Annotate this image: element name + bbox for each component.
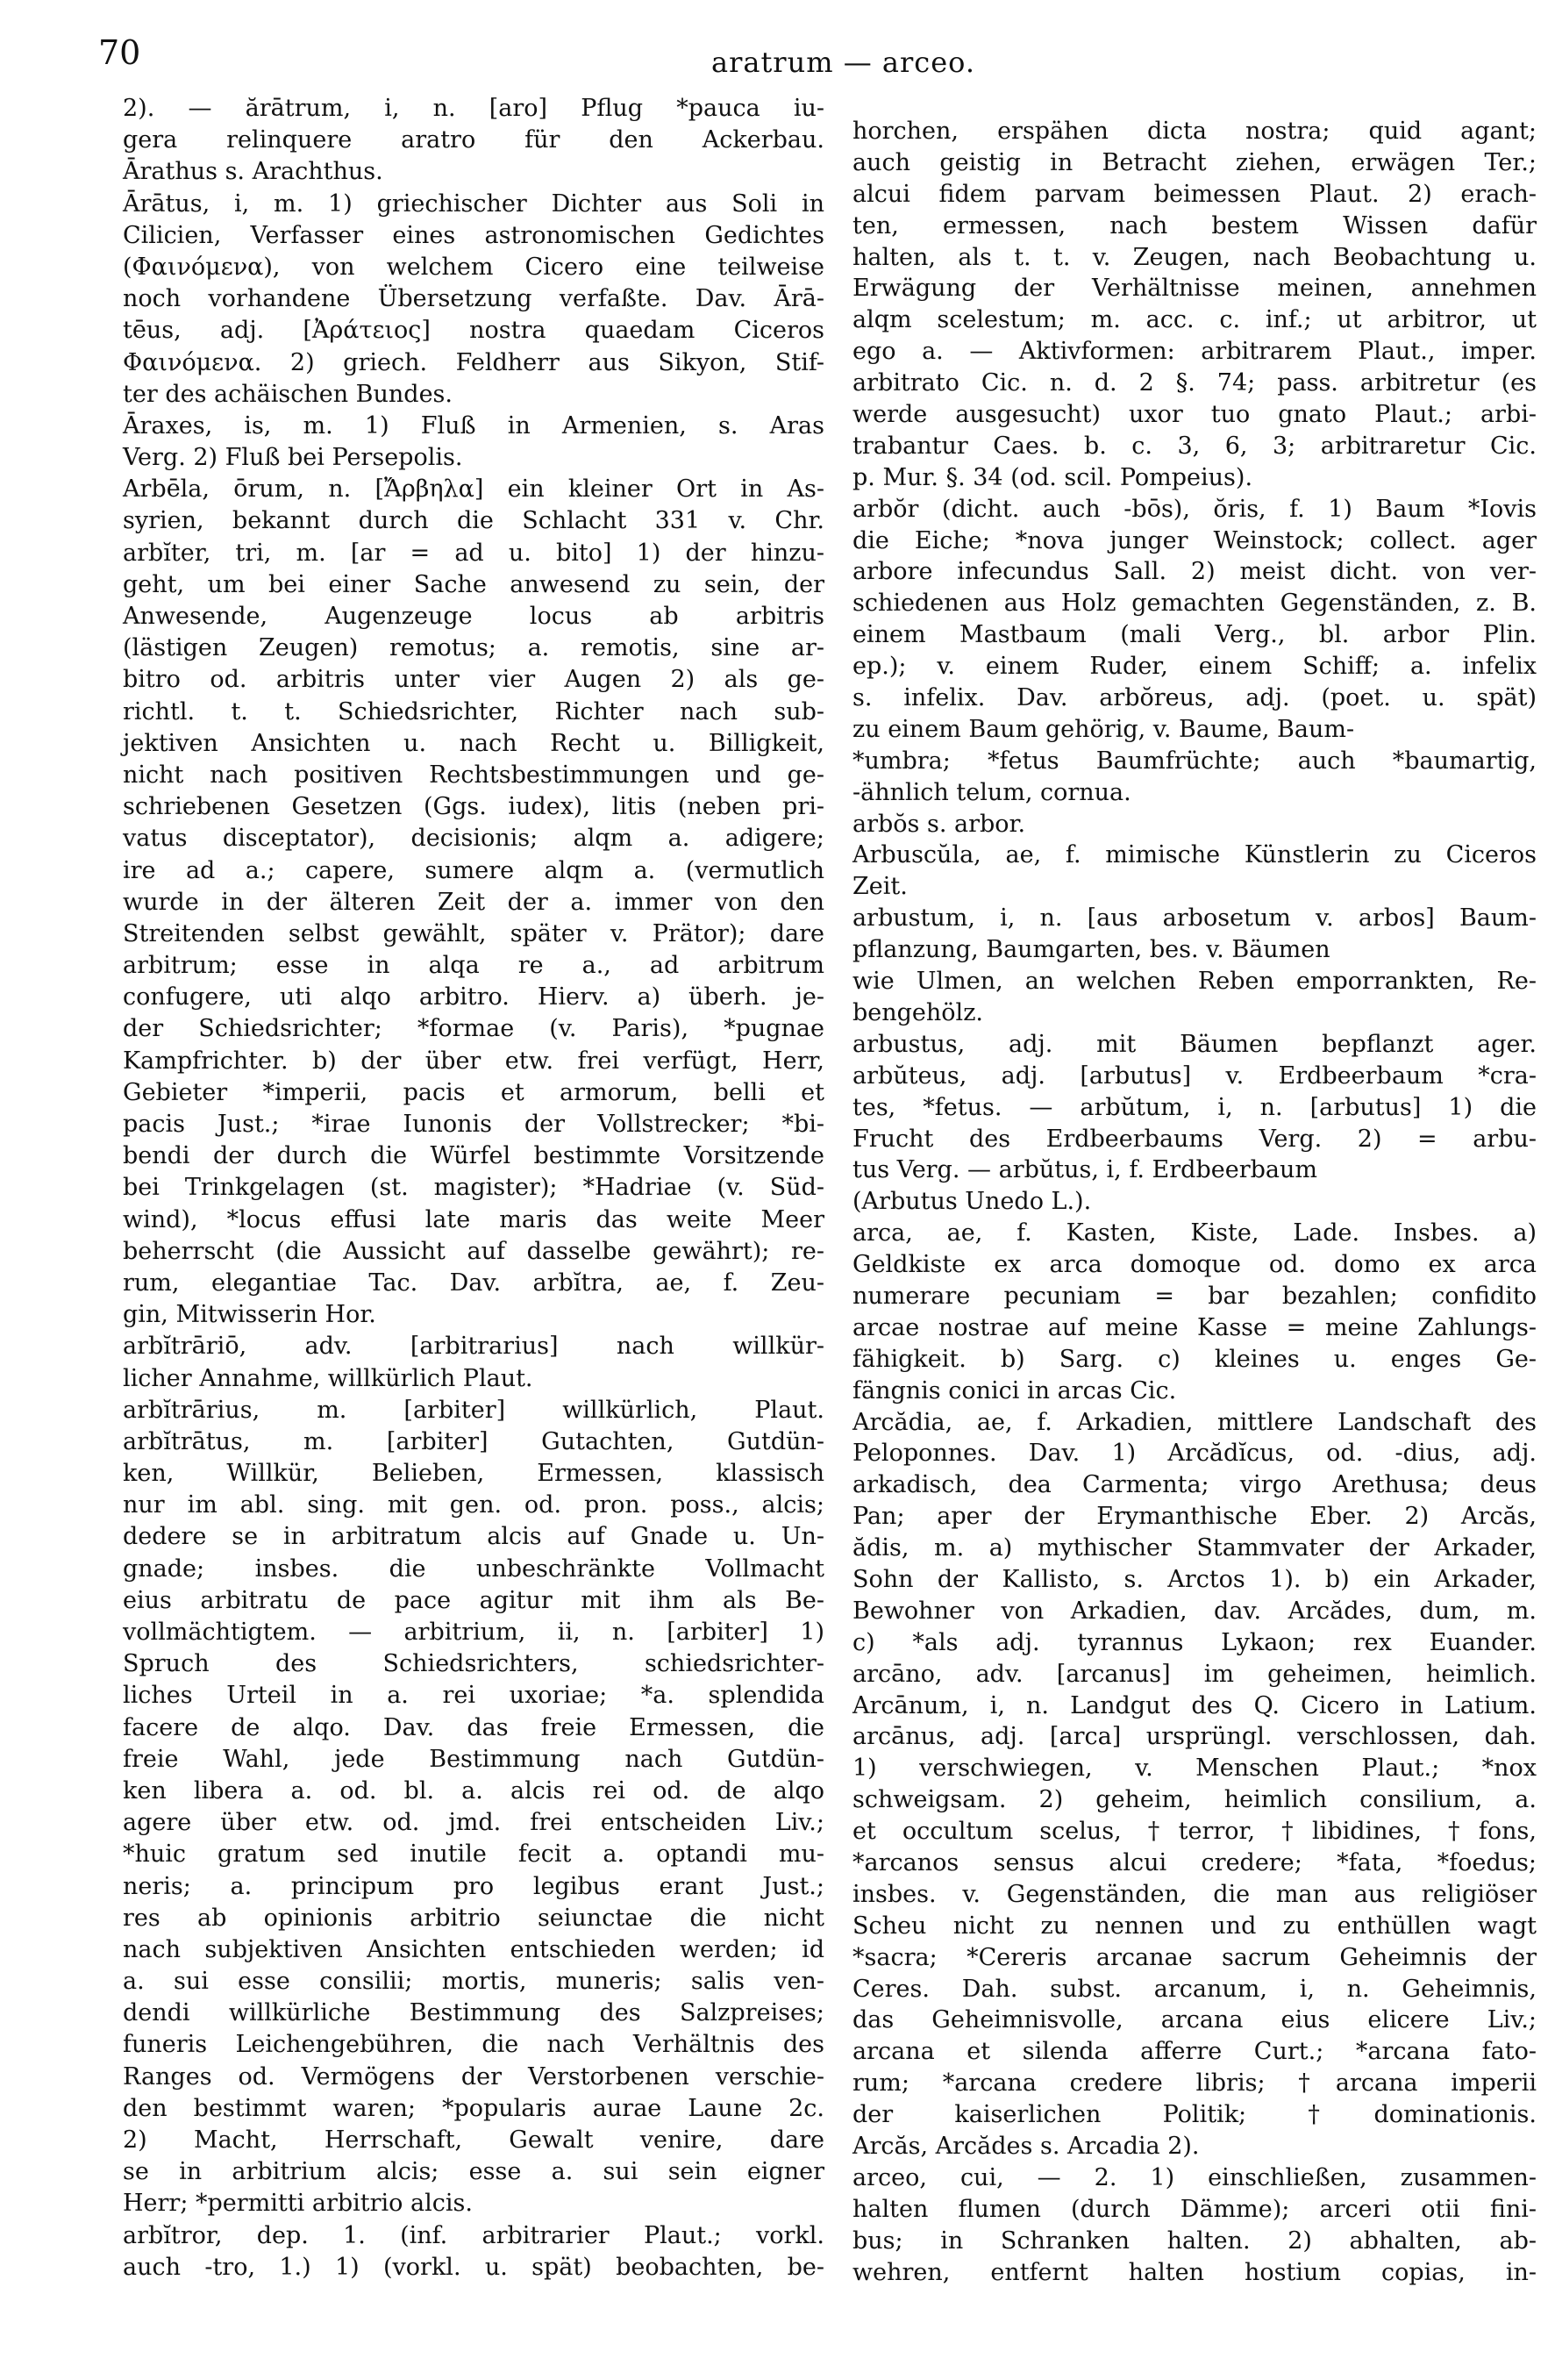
text-line: arca, ae, f. Kasten, Kiste, Lade. Insbes. a) <box>852 1219 1537 1247</box>
text-line: ego a. — Aktivformen: arbitrarem Plaut., imper. <box>852 338 1537 366</box>
text-line: Ārātus, i, m. 1) griechischer Dichter aus Soli in <box>123 189 824 218</box>
text-line: geht, um bei einer Sache anwesend zu sein, der <box>123 570 824 598</box>
text-line: ădis, m. a) mythischer Stammvater der Arkader, <box>852 1534 1537 1562</box>
text-line: -ähnlich telum, cornua. <box>852 778 1131 806</box>
text-line: arbĭtrārius, m. [arbiter] willkürlich, Plaut. <box>123 1396 824 1424</box>
text-line: Arbuscŭla, ae, f. mimische Künstlerin zu Ciceros <box>852 841 1537 869</box>
text-line: arbustus, adj. mit Bäumen bepflanzt ager. <box>852 1030 1537 1058</box>
text-line: auch -tro, 1.) 1) (vorkl. u. spät) beobachten, be- <box>123 2253 824 2281</box>
text-line: 2) Macht, Herrschaft, Gewalt venire, dare <box>123 2126 824 2154</box>
text-line: arbŭteus, adj. [arbutus] v. Erdbeerbaum *cra- <box>852 1061 1537 1090</box>
text-line: der kaiserlichen Politik; †dominationis. <box>852 2101 1537 2129</box>
text-line: trabantur Caes. b. c. 3, 6, 3; arbitraretur Cic. <box>852 432 1537 460</box>
text-line: Arbēla, ōrum, n. [Ἄρβηλα] ein kleiner Ort in As- <box>123 475 824 504</box>
text-line: ken libera a. od. bl. a. alcis rei od. de alqo <box>123 1776 824 1805</box>
text-line: neris; a. principum pro legibus erant Just.; <box>123 1872 824 1900</box>
text-line: nicht nach positiven Rechtsbestimmungen und ge- <box>123 761 824 789</box>
text-line: arbitrum; esse in alqa re a., ad arbitrum <box>123 952 824 980</box>
text-line: *huic gratum sed inutile fecit a. optandi mu- <box>123 1840 824 1869</box>
text-line: schiedenen aus Holz gemachten Gegenständen, z. B. <box>852 590 1537 618</box>
text-line: einem Mastbaum (mali Verg., bl. arbor Plin. <box>852 621 1537 649</box>
text-line: gera relinquere aratro für den Ackerbau. <box>123 126 824 154</box>
right-column <box>852 116 1537 2288</box>
text-line: Arcădia, ae, f. Arkadien, mittlere Landschaft des <box>852 1408 1537 1436</box>
text-line: wind), *locus effusi late maris das weite Meer <box>123 1205 824 1233</box>
text-line: numerare pecuniam = bar bezahlen; confidito <box>852 1282 1537 1310</box>
text-line: gnade; insbes. die unbeschränkte Vollmacht <box>123 1555 824 1583</box>
text-line: arbŏr (dicht. auch -bōs), ŏris, f. 1) Baum *Iovis <box>852 495 1537 523</box>
text-line: Scheu nicht zu nennen und zu enthüllen wagt <box>852 1912 1537 1940</box>
text-line: insbes. v. Gegenständen, die man aus religiöser <box>852 1880 1537 1908</box>
text-line: (Φαινόμενα), von welchem Cicero eine teilweise <box>123 253 824 281</box>
text-line: schweigsam. 2) geheim, heimlich consilium, a. <box>852 1786 1537 1814</box>
text-line: schriebenen Gesetzen (Ggs. iudex), litis (neben pri- <box>123 793 824 821</box>
text-line: ken, Willkür, Belieben, Ermessen, klassisch <box>123 1460 824 1488</box>
text-line: Sohn der Kallisto, s. Arctos 1). b) ein Arkader, <box>852 1565 1537 1593</box>
left-column <box>123 93 824 2284</box>
text-line: ter des achäischen Bundes. <box>123 380 453 408</box>
text-line: ire ad a.; capere, sumere alqm a. (vermutlich <box>123 856 824 884</box>
text-line: vatus disceptator), decisionis; alqm a. adigere; <box>123 825 824 853</box>
running-head: aratrum — arceo. <box>710 46 975 79</box>
text-line: Gebieter *imperii, pacis et armorum, belli et <box>123 1078 824 1106</box>
text-line: arbŏs s. arbor. <box>852 810 1026 838</box>
text-line: arcana et silenda afferre Curt.; *arcana fato- <box>852 2038 1537 2066</box>
text-line: arbĭtror, dep. 1. (inf. arbitrarier Plaut.; vorkl. <box>123 2221 824 2249</box>
text-line: arbĭter, tri, m. [ar = ad u. bito] 1) der hinzu- <box>123 539 824 567</box>
text-line: Cilicien, Verfasser eines astronomischen Gedichtes <box>123 221 824 249</box>
text-line: rum, elegantiae Tac. Dav. arbĭtra, ae, f. Zeu- <box>123 1269 824 1297</box>
text-line: p. Mur. §. 34 (od. scil. Pompeius). <box>852 463 1253 491</box>
text-line: arkadisch, dea Carmenta; virgo Arethusa; deus <box>852 1471 1537 1499</box>
text-line: richtl. t. t. Schiedsrichter, Richter nach sub- <box>123 697 824 725</box>
text-line: Ranges od. Vermögens der Verstorbenen verschie- <box>123 2062 824 2091</box>
text-line: wie Ulmen, an welchen Reben emporrankten, Re- <box>852 968 1537 996</box>
text-line: a. sui esse consilii; mortis, muneris; salis ven- <box>123 1968 824 1996</box>
text-line: auch geistig in Betracht ziehen, erwägen Ter.; <box>852 148 1537 176</box>
text-line: Ārathus s. Arachthus. <box>123 158 383 186</box>
text-line: wurde in der älteren Zeit der a. immer von den <box>123 888 824 916</box>
text-line: Bewohner von Arkadien, dav. Arcădes, dum, m. <box>852 1597 1537 1625</box>
text-line: gin, Mitwisserin Hor. <box>123 1301 376 1329</box>
text-line: liches Urteil in a. rei uxoriae; *a. splendida <box>123 1682 824 1710</box>
text-line: *sacra; *Cereris arcanae sacrum Geheimnis der <box>852 1943 1537 1971</box>
text-line: Arcānum, i, n. Landgut des Q. Cicero in Latium. <box>852 1691 1537 1719</box>
text-line: dendi willkürliche Bestimmung des Salzpreises; <box>123 1999 824 2027</box>
text-line: tēus, adj. [Ἀράτειος] nostra quaedam Ciceros <box>123 317 824 345</box>
text-line: arcānus, adj. [arca] ursprüngl. verschlossen, dah. <box>852 1723 1537 1751</box>
text-line: werde ausgesucht) uxor tuo gnato Plaut.; arbi- <box>852 401 1537 429</box>
text-line: 1) verschwiegen, v. Menschen Plaut.; *nox <box>852 1755 1537 1783</box>
text-line: nur im abl. sing. mit gen. od. pron. poss., alcis; <box>123 1491 824 1519</box>
text-line: alqm scelestum; m. acc. c. inf.; ut arbitror, ut <box>852 306 1537 334</box>
text-line: *umbra; *fetus Baumfrüchte; auch *baumartig, <box>852 747 1537 775</box>
text-line: Peloponnes. Dav. 1) Arcădĭcus, od. -dius, adj. <box>852 1440 1537 1468</box>
text-line: horchen, erspähen dicta nostra; quid agant; <box>852 118 1537 145</box>
text-line: Erwägung der Verhältnisse meinen, annehmen <box>852 275 1537 303</box>
text-line: Arcăs, Arcădes s. Arcadia 2). <box>852 2133 1200 2160</box>
text-line: Kampfrichter. b) der über etw. frei verfügt, Herr, <box>123 1047 824 1075</box>
text-line: Herr; *permitti arbitrio alcis. <box>123 2190 473 2218</box>
text-line: bendi der durch die Würfel bestimmte Vorsitzende <box>123 1142 824 1170</box>
text-line: et occultum scelus, †terror, †libidines, †fons, <box>852 1818 1537 1846</box>
text-line: Φαινόμενα. 2) griech. Feldherr aus Sikyon, Stif- <box>123 348 824 376</box>
text-line: s. infelix. Dav. arbŏreus, adj. (poet. u. spät) <box>852 684 1537 712</box>
text-line: fängnis conici in arcas Cic. <box>852 1376 1177 1404</box>
text-line: tus Verg. — arbŭtus, i, f. Erdbeerbaum <box>852 1156 1317 1184</box>
text-line: Zeit. <box>852 873 908 901</box>
text-line: (lästigen Zeugen) remotus; a. remotis, sine ar- <box>123 634 824 662</box>
text-line: tes, *fetus. — arbŭtum, i, n. [arbutus] 1) die <box>852 1093 1537 1121</box>
page-number: 70 <box>98 33 141 72</box>
text-line: halten flumen (durch Dämme); arceri otii fini- <box>852 2195 1537 2223</box>
text-line: bitro od. arbitris unter vier Augen 2) als ge- <box>123 666 824 694</box>
text-line: rum; *arcana credere libris; †arcana imperii <box>852 2069 1537 2098</box>
text-line: alcui fidem parvam beimessen Plaut. 2) erach- <box>852 180 1537 208</box>
text-line: der Schiedsrichter; *formae (v. Paris), *pugnae <box>123 1015 824 1043</box>
text-line: pflanzung, Baumgarten, bes. v. Bäumen <box>852 936 1330 964</box>
text-line: 2). — ărātrum, i, n. [aro] Pflug *pauca iu- <box>123 95 824 122</box>
text-line: ep.); v. einem Ruder, einem Schiff; a. infelix <box>852 653 1537 681</box>
text-line: beherrscht (die Aussicht auf dasselbe gewährt); re- <box>123 1237 824 1265</box>
text-line: licher Annahme, willkürlich Plaut. <box>123 1364 533 1392</box>
text-line: das Geheimnisvolle, arcana eius elicere Liv.; <box>852 2006 1537 2034</box>
text-line: arceo, cui, — 2. 1) einschließen, zusammen- <box>852 2163 1537 2191</box>
text-line: Frucht des Erdbeerbaums Verg. 2) = arbu- <box>852 1125 1537 1153</box>
text-line: facere de alqo. Dav. das freie Ermessen, die <box>123 1713 824 1741</box>
text-line: Anwesende, Augenzeuge locus ab arbitris <box>123 603 824 630</box>
text-line: Spruch des Schiedsrichters, schiedsrichter- <box>123 1650 824 1678</box>
text-line: c) *als adj. tyrannus Lykaon; rex Euander. <box>852 1628 1537 1656</box>
text-line: Ceres. Dah. subst. arcanum, i, n. Geheimnis, <box>852 1975 1537 2003</box>
text-line: jektiven Ansichten u. nach Recht u. Billigkeit, <box>123 729 824 757</box>
text-line: arbore infecundus Sall. 2) meist dicht. von ver- <box>852 558 1537 586</box>
text-line: arbustum, i, n. [aus arbosetum v. arbos] Baum- <box>852 904 1537 933</box>
text-line: zu einem Baum gehörig, v. Baume, Baum- <box>852 715 1355 743</box>
text-line: arcāno, adv. [arcanus] im geheimen, heimlich. <box>852 1660 1537 1688</box>
text-line: arcae nostrae auf meine Kasse = meine Zahlungs- <box>852 1313 1537 1341</box>
text-line: Streitenden selbst gewählt, später v. Prätor); dare <box>123 919 824 947</box>
text-line: Pan; aper der Erymanthische Eber. 2) Arcăs, <box>852 1503 1537 1531</box>
text-line: *arcanos sensus alcui credere; *fata, *foedus; <box>852 1848 1537 1876</box>
text-line: fähigkeit. b) Sarg. c) kleines u. enges Ge- <box>852 1345 1537 1373</box>
text-line: Geldkiste ex arca domoque od. domo ex arca <box>852 1251 1537 1279</box>
text-line: bus; in Schranken halten. 2) abhalten, ab- <box>852 2226 1537 2255</box>
text-line: bei Trinkgelagen (st. magister); *Hadriae (v. Süd- <box>123 1174 824 1202</box>
text-line: arbitrato Cic. n. d. 2 §. 74; pass. arbitretur (es <box>852 369 1537 397</box>
text-line: freie Wahl, jede Bestimmung nach Gutdün- <box>123 1745 824 1773</box>
text-line: wehren, entfernt halten hostium copias, in- <box>852 2258 1537 2286</box>
text-line: arbĭtrātus, m. [arbiter] Gutachten, Gutdün- <box>123 1427 824 1455</box>
text-line: dedere se in arbitratum alcis auf Gnade u. Un- <box>123 1523 824 1551</box>
text-line: nach subjektiven Ansichten entschieden werden; id <box>123 1935 824 1963</box>
text-line: die Eiche; *nova junger Weinstock; collect. ager <box>852 526 1537 554</box>
text-line: funeris Leichengebühren, die nach Verhältnis des <box>123 2031 824 2059</box>
text-line: eius arbitratu de pace agitur mit ihm als Be- <box>123 1586 824 1614</box>
text-line: confugere, uti alqo arbitro. Hierv. a) überh. je- <box>123 983 824 1011</box>
text-line: Āraxes, is, m. 1) Fluß in Armenien, s. Aras <box>123 411 824 440</box>
text-line: agere über etw. od. jmd. frei entscheiden Liv.; <box>123 1809 824 1837</box>
text-line: pacis Just.; *irae Iunonis der Vollstrecker; *bi- <box>123 1111 824 1138</box>
text-line: (Arbutus Unedo L.). <box>852 1188 1092 1216</box>
text-line: vollmächtigtem. — arbitrium, ii, n. [arbiter] 1) <box>123 1619 824 1646</box>
text-line: den bestimmt waren; *popularis aurae Laune 2c. <box>123 2094 824 2122</box>
text-line: noch vorhandene Übersetzung verfaßte. Dav. Ārā- <box>123 285 824 313</box>
text-line: se in arbitrium alcis; esse a. sui sein eigner <box>123 2158 824 2186</box>
text-line: halten, als t. t. v. Zeugen, nach Beobachtung u. <box>852 243 1537 271</box>
text-line: res ab opinionis arbitrio seiunctae die nicht <box>123 1904 824 1932</box>
text-line: Verg. 2) Fluß bei Persepolis. <box>123 444 463 472</box>
text-line: arbĭtrāriō, adv. [arbitrarius] nach willkür- <box>123 1333 824 1361</box>
text-line: syrien, bekannt durch die Schlacht 331 v. Chr. <box>123 507 824 535</box>
text-line: bengehölz. <box>852 998 984 1026</box>
text-line: ten, ermessen, nach bestem Wissen dafür <box>852 211 1537 239</box>
